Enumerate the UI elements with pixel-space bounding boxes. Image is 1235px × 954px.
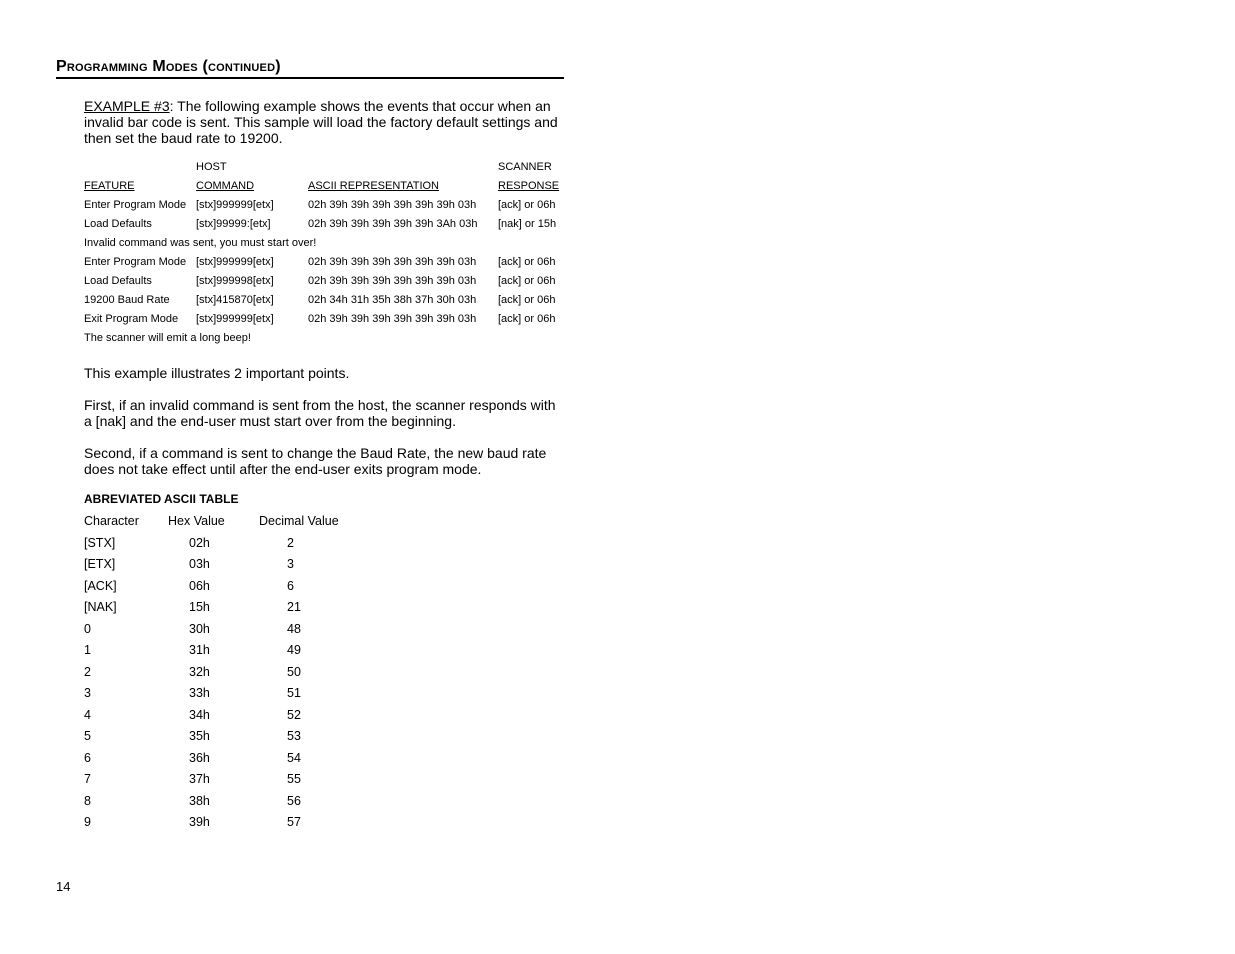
hex-value-header: Hex Value: [168, 514, 225, 528]
ascii-cell: 02h 39h 39h 39h 39h 39h 39h 03h: [308, 199, 477, 211]
ascii-cell: 02h 34h 31h 35h 38h 37h 30h 03h: [308, 294, 477, 306]
decimal-cell: 6: [287, 578, 294, 593]
decimal-cell: 2: [287, 535, 294, 550]
end-note-text: The scanner will emit a long beep!: [84, 332, 251, 344]
character-cell: 3: [84, 686, 91, 700]
character-cell: [STX]: [84, 535, 116, 550]
hex-cell: 02h: [189, 535, 210, 550]
decimal-cell: 57: [287, 815, 301, 829]
hex-cell: 31h: [189, 643, 210, 657]
decimal-value-header: Decimal Value: [259, 514, 339, 528]
decimal-cell: 51: [287, 686, 301, 700]
paragraph-summary: This example illustrates 2 important points.: [84, 365, 350, 381]
feature-cell: Enter Program Mode: [84, 256, 187, 268]
hex-cell: 38h: [189, 793, 210, 808]
ascii-table-title: ABREVIATED ASCII TABLE: [84, 492, 239, 506]
command-cell: [stx]999999[etx]: [196, 313, 274, 325]
page-title: Programming Modes (continued): [56, 58, 564, 79]
character-cell: 9: [84, 815, 91, 829]
character-cell: 6: [84, 750, 91, 765]
command-cell: [stx]415870[etx]: [196, 294, 274, 306]
feature-cell: Load Defaults: [84, 275, 152, 287]
hex-cell: 33h: [189, 686, 210, 700]
hex-cell: 35h: [189, 729, 210, 743]
scanner-header: SCANNER: [498, 161, 552, 173]
hex-cell: 36h: [189, 750, 210, 765]
response-cell: [nak] or 15h: [498, 218, 557, 230]
decimal-cell: 21: [287, 600, 301, 614]
page-number: 14: [56, 879, 71, 894]
feature-cell: Load Defaults: [84, 218, 152, 230]
hex-cell: 34h: [189, 707, 210, 722]
decimal-cell: 52: [287, 707, 301, 722]
decimal-cell: 3: [287, 557, 294, 571]
character-cell: 7: [84, 772, 91, 786]
decimal-cell: 55: [287, 772, 301, 786]
response-cell: [ack] or 06h: [498, 313, 556, 325]
character-cell: 0: [84, 621, 91, 636]
response-cell: [ack] or 06h: [498, 256, 556, 268]
ascii-header: ASCII REPRESENTATION: [308, 180, 440, 192]
response-cell: [ack] or 06h: [498, 199, 556, 211]
feature-header: FEATURE: [84, 180, 135, 192]
character-cell: 8: [84, 793, 91, 808]
decimal-cell: 49: [287, 643, 301, 657]
decimal-cell: 50: [287, 664, 301, 679]
hex-cell: 39h: [189, 815, 210, 829]
character-cell: [ETX]: [84, 557, 116, 571]
command-cell: [stx]99999:[etx]: [196, 218, 271, 230]
hex-cell: 03h: [189, 557, 210, 571]
decimal-cell: 48: [287, 621, 301, 636]
ascii-cell: 02h 39h 39h 39h 39h 39h 39h 03h: [308, 275, 477, 287]
hex-cell: 15h: [189, 600, 210, 614]
command-cell: [stx]999999[etx]: [196, 199, 274, 211]
example-intro: [84, 98, 564, 146]
command-header: COMMAND: [196, 180, 255, 192]
hex-cell: 06h: [189, 578, 210, 593]
character-cell: 4: [84, 707, 91, 722]
character-cell: 1: [84, 643, 91, 657]
ascii-cell: 02h 39h 39h 39h 39h 39h 39h 03h: [308, 313, 477, 325]
command-cell: [stx]999998[etx]: [196, 275, 274, 287]
hex-cell: 32h: [189, 664, 210, 679]
host-header: HOST: [196, 161, 227, 173]
paragraph-second-point: Second, if a command is sent to change the Baud Rate, the new baud rate does not take effect until after the end-user exits program mode.: [84, 445, 547, 477]
character-header: Character: [84, 514, 139, 528]
response-cell: [ack] or 06h: [498, 294, 556, 306]
ascii-cell: 02h 39h 39h 39h 39h 39h 39h 03h: [308, 256, 477, 268]
response-header: RESPONSE: [498, 180, 560, 192]
character-cell: 2: [84, 664, 91, 679]
feature-cell: 19200 Baud Rate: [84, 294, 170, 306]
character-cell: 5: [84, 729, 91, 743]
character-cell: [ACK]: [84, 578, 117, 593]
character-cell: [NAK]: [84, 600, 117, 614]
paragraph-first-point: First, if an invalid command is sent from the host, the scanner responds with a [nak] and the end-user must start over from the beginning.: [84, 397, 556, 429]
hex-cell: 37h: [189, 772, 210, 786]
hex-cell: 30h: [189, 621, 210, 636]
feature-cell: Exit Program Mode: [84, 313, 179, 325]
invalid-command-text: Invalid command was sent, you must start over!: [84, 237, 317, 249]
ascii-cell: 02h 39h 39h 39h 39h 39h 3Ah 03h: [308, 218, 478, 230]
decimal-cell: 53: [287, 729, 301, 743]
command-cell: [stx]999999[etx]: [196, 256, 274, 268]
response-cell: [ack] or 06h: [498, 275, 556, 287]
decimal-cell: 56: [287, 793, 301, 808]
decimal-cell: 54: [287, 750, 301, 765]
example-text: : The following example shows the events that occur when an invalid bar code is sent. This sample will load the factory default settings and then set the baud rate to 19200.: [84, 98, 558, 146]
example-label: EXAMPLE #3: [84, 98, 170, 114]
feature-cell: Enter Program Mode: [84, 199, 187, 211]
